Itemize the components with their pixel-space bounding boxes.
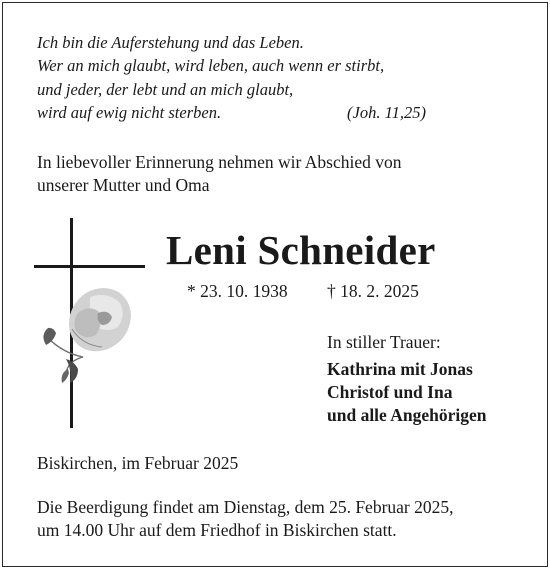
verse-line-1: Ich bin die Auferstehung und das Leben.	[37, 33, 304, 52]
intro-line-1: In liebevoller Erinnerung nehmen wir Abschied von	[37, 152, 402, 172]
verse-line-4: wird auf ewig nicht sterben.	[37, 103, 222, 122]
place-date: Biskirchen, im Februar 2025	[37, 453, 239, 473]
intro-line-2: unserer Mutter und Oma	[37, 175, 210, 195]
funeral-line-1: Die Beerdigung findet am Dienstag, dem 25. Februar 2025,	[37, 497, 454, 517]
flower-icon	[38, 283, 138, 388]
mourner-2: Christof und Ina	[327, 382, 453, 402]
mourners-heading: In stiller Trauer:	[327, 332, 441, 352]
deceased-name: Leni Schneider	[166, 227, 436, 273]
mourner-1: Kathrina mit Jonas	[327, 359, 473, 379]
mourner-3: und alle Angehörigen	[327, 405, 487, 425]
death-date: † 18. 2. 2025	[327, 281, 419, 301]
birth-date: * 23. 10. 1938	[187, 281, 288, 301]
verse-line-2: Wer an mich glaubt, wird leben, auch wenn er stirbt,	[37, 56, 385, 75]
verse-reference: (Joh. 11,25)	[347, 103, 426, 122]
verse-line-3: und jeder, der lebt und an mich glaubt,	[37, 80, 294, 99]
funeral-line-2: um 14.00 Uhr auf dem Friedhof in Biskirchen statt.	[37, 520, 397, 540]
